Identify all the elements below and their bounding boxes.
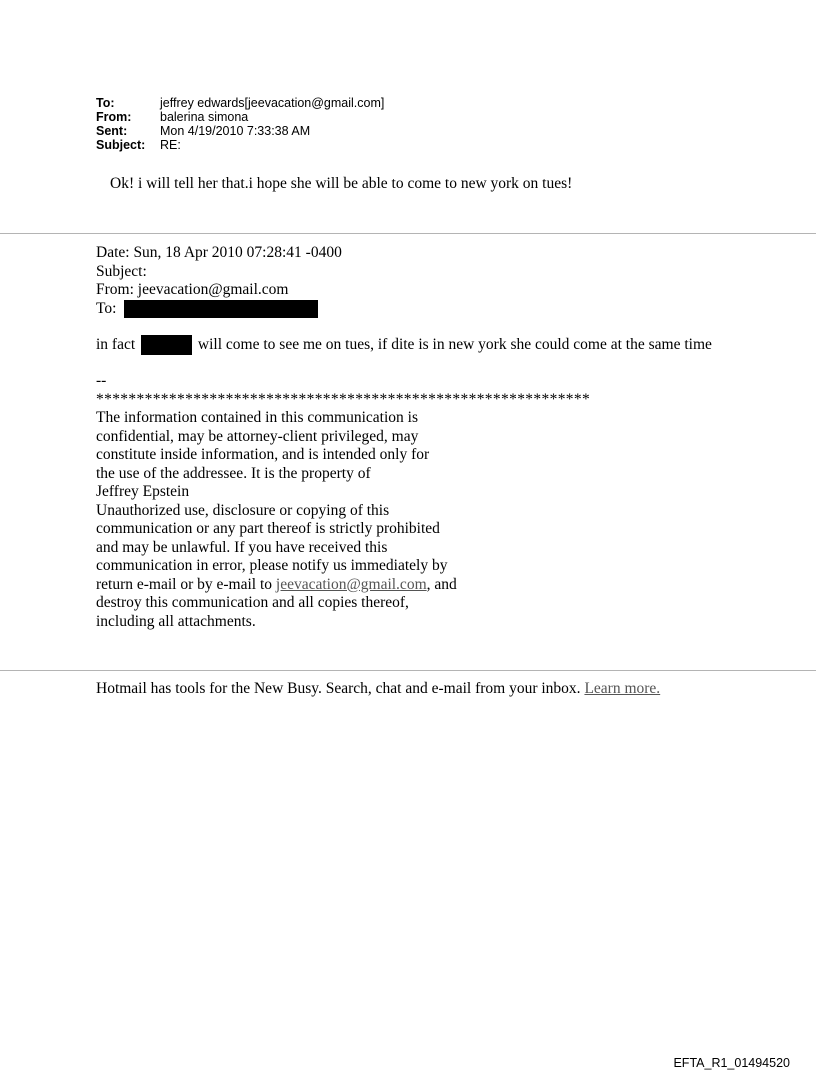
signature-block	[96, 372, 590, 631]
signature-line: destroy this communication and all copies thereof,	[96, 594, 409, 611]
quoted-subject: Subject:	[96, 262, 147, 280]
subject-row	[96, 138, 384, 152]
from-row	[96, 110, 384, 124]
from-value: balerina simona	[160, 110, 249, 124]
signature-line-with-link	[96, 576, 590, 595]
quoted-date: Date: Sun, 18 Apr 2010 07:28:41 -0400	[96, 244, 342, 261]
footer-text: Hotmail has tools for the New Busy. Search, chat and e-mail from your inbox.	[96, 680, 581, 697]
signature-line: confidential, may be attorney-client privileged, may	[96, 427, 419, 445]
subject-label: Subject:	[96, 138, 146, 152]
signature-line: the use of the addressee. It is the property of	[96, 464, 371, 482]
quoted-body-suffix: will come to see me on tues, if dite is in new york she could come at the same time	[197, 336, 712, 353]
redaction-box	[141, 335, 192, 355]
quoted-from: From: jeevacation@gmail.com	[96, 281, 289, 298]
quoted-body-prefix: in fact	[96, 336, 136, 353]
to-label: To:	[96, 96, 115, 110]
signature-line: Unauthorized use, disclosure or copying of this	[96, 501, 390, 519]
email-header	[96, 96, 384, 152]
signature-line-suffix: , and	[426, 575, 457, 593]
signature-line: Jeffrey Epstein	[96, 483, 190, 500]
learn-more-link[interactable]: Learn more.	[584, 680, 661, 697]
signature-line: constitute inside information, and is intended only for	[96, 446, 430, 463]
divider-top	[0, 233, 816, 234]
to-value: jeffrey edwards[jeevacation@gmail.com]	[160, 96, 385, 110]
subject-value: RE:	[160, 138, 181, 152]
reply-text: Ok! i will tell her that.i hope she will be able to come to new york on tues!	[110, 175, 573, 192]
signature-line: communication or any part thereof is strictly prohibited	[96, 520, 440, 537]
signature-stars: *************************************************************	[96, 390, 591, 408]
sent-row	[96, 124, 384, 138]
quoted-to-row	[96, 300, 342, 319]
quoted-header	[96, 244, 342, 318]
hotmail-footer	[96, 680, 660, 698]
signature-line: and may be unlawful. If you have received this	[96, 538, 388, 556]
to-row	[96, 96, 384, 110]
signature-separator: --	[96, 372, 107, 389]
signature-line-prefix: return e-mail or by e-mail to	[96, 575, 273, 593]
signature-line: The information contained in this communication is	[96, 409, 418, 426]
sent-value: Mon 4/19/2010 7:33:38 AM	[160, 124, 311, 138]
redaction-box	[124, 300, 318, 318]
signature-line: communication in error, please notify us immediately by	[96, 557, 448, 574]
email-link[interactable]: jeevacation@gmail.com	[275, 575, 427, 593]
signature-line: including all attachments.	[96, 612, 256, 630]
divider-bottom	[0, 670, 816, 671]
quoted-to-label: To:	[96, 299, 117, 317]
sent-label: Sent:	[96, 124, 128, 138]
document-id: EFTA_R1_01494520	[673, 1056, 790, 1070]
from-label: From:	[96, 110, 132, 124]
quoted-body	[96, 335, 712, 355]
